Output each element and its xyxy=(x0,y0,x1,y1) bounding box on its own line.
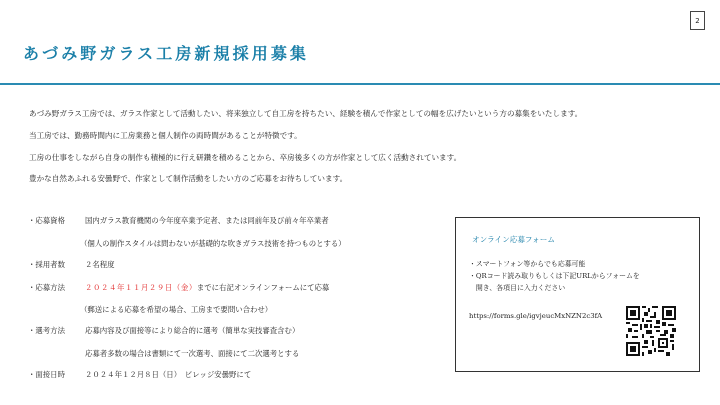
hires-text: ２名程度 xyxy=(85,260,115,269)
form-box-line: ・スマートフォン等からでも応募可能 xyxy=(469,260,586,268)
hires-label: ・採用者数 xyxy=(28,260,65,269)
selection-label: ・選考方法 xyxy=(28,326,65,335)
page-title: あづみ野ガラス工房新規採用募集 xyxy=(23,44,310,63)
title-divider xyxy=(0,83,720,85)
form-box-line: 開き、各項目に入力ください xyxy=(469,284,566,292)
form-box-line: ・QRコード読み取りもしくは下記URLからフォームを xyxy=(469,272,640,280)
qualification-note: （個人の制作スタイルは問わないが基礎的な吹きガラス技術を持つものとする） xyxy=(80,239,346,248)
intro-paragraph: 豊かな自然あふれる安曇野で、作家として制作活動をしたい方のご応募をお待ちしています。 xyxy=(29,174,348,183)
intro-paragraph: 当工房では、勤務時間内に工房業務と個人制作の両時間があることが特徴です。 xyxy=(29,131,302,140)
method-note: （郵送による応募を希望の場合、工房まで要問い合わせ） xyxy=(80,305,273,314)
selection-text: 応募内容及び面接等により総合的に選考（簡単な実技審査含む） xyxy=(85,326,300,335)
intro-paragraph: 工房の仕事をしながら自身の制作も積極的に行え研鑽を積めることから、卒房後多くの方が作家として広く活動されています。 xyxy=(29,153,462,162)
page-number: 2 xyxy=(690,11,705,30)
interview-label: ・面接日時 xyxy=(28,370,65,379)
method-line xyxy=(85,282,329,293)
online-form-box xyxy=(455,217,700,372)
form-url-link[interactable]: https://forms.gle/igvjeucMxNZN2c3fA xyxy=(469,312,603,320)
form-box-title: オンライン応募フォーム xyxy=(472,235,555,244)
interview-text: ２０２４年１２月８日（日） ビレッジ安曇野にて xyxy=(85,370,252,379)
method-text: までに右記オンラインフォームにて応募 xyxy=(196,283,330,292)
qualification-text: 国内ガラス教育機関の今年度卒業予定者、または同前年及び前々年卒業者 xyxy=(85,216,329,225)
deadline-date: ２０２４年１１月２９日（金） xyxy=(85,283,197,292)
intro-paragraph: あづみ野ガラス工房では、ガラス作家として活動したい、将来独立して自工房を持ちたい、経験を積んで作家としての幅を広げたいという方の募集をいたします。 xyxy=(29,109,583,118)
method-label: ・応募方法 xyxy=(28,283,65,292)
qualification-label: ・応募資格 xyxy=(28,216,65,225)
selection-note: 応募者多数の場合は書類にて一次選考、面接にて二次選考とする xyxy=(85,349,300,358)
qr-code[interactable] xyxy=(626,306,676,356)
